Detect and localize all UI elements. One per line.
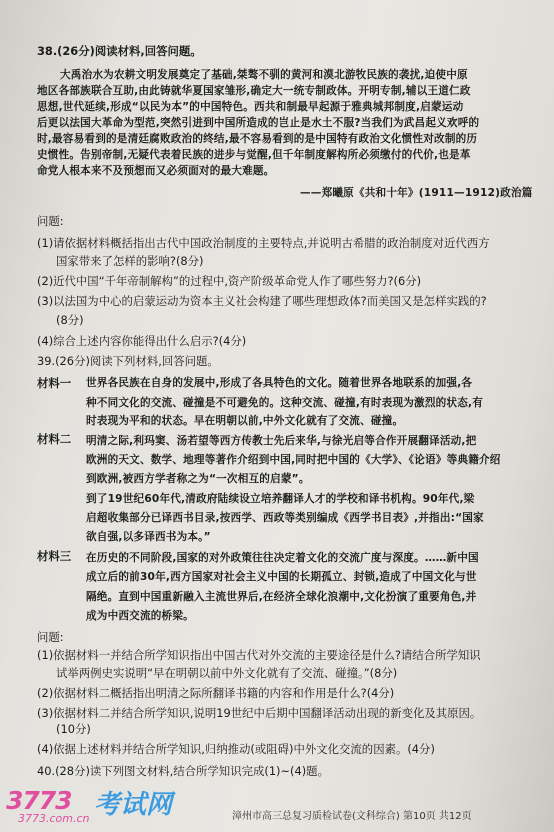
watermark-url: 3773.com.cn xyxy=(18,812,90,825)
q39-question: (10分) xyxy=(56,722,91,736)
q38-question: (8分) xyxy=(56,313,84,327)
q38-passage-line: 命党人根本来不及预想而又必须面对的最大难题。 xyxy=(37,165,275,177)
q39-material2-line: 启超收集部分已译西书目录,按西学、西政等类别编成《西学书目表》,并指出:“国家 xyxy=(86,512,484,524)
q38-source: ——郑曦原《共和十年》(1911—1912)政治篇 xyxy=(300,187,533,199)
q39-material2-line: 明清之际,利玛窦、汤若望等西方传教士先后来华,与徐光启等合作开展翻译活动,把 xyxy=(86,435,477,447)
q39-material1-line: 世界各民族在自身的发展中,形成了各具特色的文化。随着世界各地联系的加强,各 xyxy=(86,377,473,389)
q39-material3-line: 在历史的不同阶段,国家的对外政策往往决定着文化的交流广度与深度。……新中国 xyxy=(86,552,479,564)
q39-material3-label: 材料三 xyxy=(37,549,72,563)
q39-material1-label: 材料一 xyxy=(37,376,72,390)
q39-material2-line: 欧洲的天文、数学、地理等著作介绍到中国,同时把中国的《大学》、《论语》等典籍介绍 xyxy=(86,454,501,466)
q39-questions-label: 问题: xyxy=(37,630,64,644)
q39-question: (3)依据材料二并结合所学知识,说明19世纪中后期中国翻译活动出现的新变化及其原因。 xyxy=(37,706,482,720)
q38-passage-line: 时,最容易看到的是清廷腐败政治的终结,最不容易看到的是中国特有政治文化惯性对改制的历 xyxy=(37,133,478,145)
q39-question: (2)依据材料二概括指出明清之际所翻译书籍的内容和作用是什么?(4分) xyxy=(37,686,395,700)
q38-question: (1)请依据材料概括指出古代中国政治制度的主要特点,并说明古希腊的政治制度对近代西方 xyxy=(37,236,490,250)
q39-material1-line: 种不同文化的交流、碰撞是不可避免的。这种交流、碰撞,有时表现为激烈的状态,有 xyxy=(86,397,484,409)
q38-passage-line: 地区各部族联合互助,由此铸就华夏国家雏形,确定大一统专制政体。开明专制,辅以王道仁政 xyxy=(37,85,471,97)
watermark-number: 3773 xyxy=(6,786,72,815)
q39-material1-line: 时表现为平和的状态。早在明朝以前,中外文化就有了交流、碰撞。 xyxy=(86,415,404,427)
page-footer: 漳州市高三总复习质检试卷(文科综合) 第10页 共12页 xyxy=(232,811,472,822)
q39-material2-line: 欲自强,以多译西书为本。” xyxy=(86,531,211,543)
q38-passage-line: 史惯性。告别帝制,无疑代表着民族的进步与觉醒,但千年制度解构所必须缴付的代价,也是革 xyxy=(37,149,471,161)
q39-question: (4)依据上述材料并结合所学知识,归纳推动(或阻碍)中外文化交流的因素。(4分) xyxy=(37,742,435,756)
q39-material3-line: 成立后的前30年,西方国家对社会主义中国的长期孤立、封锁,造成了中国文化与世 xyxy=(86,571,477,583)
q40-header: 40.(28分)读下列图文材料,结合所学知识完成(1)~(4)题。 xyxy=(37,764,329,778)
watermark-chinese: 考试网 xyxy=(94,790,173,820)
q38-passage-line: 思想,世代延续,形成“以民为本”的中国特色。西共和制最早起源于雅典城邦制度,启蒙运动 xyxy=(37,101,464,113)
q38-passage-line: 大禹治水为农耕文明发展奠定了基础,桀骜不驯的黄河和漠北游牧民族的袭扰,迫使中原 xyxy=(60,69,468,81)
q39-material3-line: 成为中西交流的桥梁。 xyxy=(86,610,194,622)
q38-passage-line: 后更以法国大革命为型范,突然引进到中国所造成的岂止是水土不服?当我们为武昌起义欢呼的 xyxy=(37,117,480,129)
q38-question: (2)近代中国“千年帝制解构”的过程中,资产阶级革命党人作了哪些努力?(6分) xyxy=(37,274,422,288)
q39-material2-line: 到了19世纪60年代,清政府陆续设立培养翻译人才的学校和译书机构。90年代,梁 xyxy=(86,493,475,505)
q39-question: 试举两例史实说明“早在明朝以前中外文化就有了交流、碰撞。”(8分) xyxy=(56,666,398,680)
q39-material3-line: 隔绝。直到中国重新融入主流世界后,在经济全球化浪潮中,文化扮演了重要角色,并 xyxy=(86,591,477,603)
q38-questions-label: 问题: xyxy=(37,214,64,228)
q38-question: (4)综合上述内容你能得出什么启示?(4分) xyxy=(37,334,247,348)
q39-material2-label: 材料二 xyxy=(37,432,72,446)
q39-header: 39.(26分)阅读下列材料,回答问题。 xyxy=(37,354,219,368)
q38-question: 国家带来了怎样的影响?(8分) xyxy=(56,254,204,268)
q39-material2-line: 到欧洲,被西方学者称之为“一次相互的启蒙”。 xyxy=(86,473,310,485)
q38-header: 38.(26分)阅读材料,回答问题。 xyxy=(37,44,202,58)
site-watermark xyxy=(6,786,206,826)
q39-question: (1)依据材料一并结合所学知识指出中国古代对外交流的主要途径是什么?请结合所学知识 xyxy=(37,648,481,662)
q38-question: (3)以法国为中心的启蒙运动为资本主义社会构建了哪些理想政体?而美国又是怎样实践的? xyxy=(37,294,487,308)
